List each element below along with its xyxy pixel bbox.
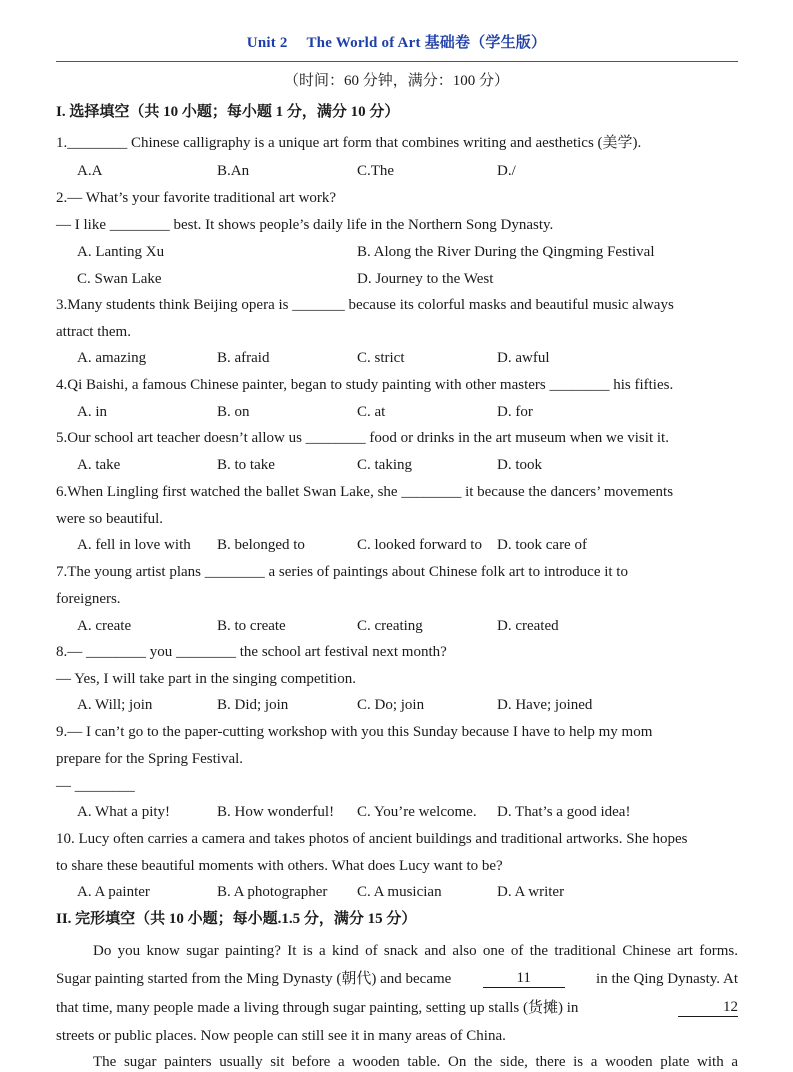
- passage-line-3-start: that time, many people made a living through sugar painting, setting up stalls (货摊) in: [56, 1000, 579, 1016]
- q7-option-b: B. to create: [217, 618, 286, 634]
- q7-option-c: C. creating: [357, 618, 423, 634]
- section-1-heading: I. 选择填空（共 10 小题；每小题 1 分，满分 10 分）: [56, 104, 400, 120]
- q5-option-d: D. took: [497, 457, 542, 473]
- section-2-heading: II. 完形填空（共 10 小题；每小题.1.5 分，满分 15 分）: [56, 911, 417, 927]
- passage-line-2-start: Sugar painting started from the Ming Dynasty (朝代) and became: [56, 971, 452, 987]
- blank-12: 12: [678, 999, 738, 1017]
- header-divider: [56, 61, 738, 62]
- q3-stem-2: attract them.: [56, 324, 131, 340]
- q7-option-a: A. create: [77, 618, 132, 634]
- q9-option-b: B. How wonderful!: [217, 804, 335, 820]
- q9-stem-3: — ________: [56, 778, 135, 794]
- q5-stem: 5.Our school art teacher doesn’t allow us ________ food or drinks in the art museum when we visit it.: [56, 430, 669, 446]
- q10-option-b: B. A photographer: [217, 884, 328, 900]
- q9-option-c: C. You’re welcome.: [357, 804, 477, 820]
- q7-stem-2: foreigners.: [56, 591, 121, 607]
- passage-line-1: Do you know sugar painting? It is a kind of snack and also one of the traditional Chinese art forms.: [93, 943, 738, 959]
- q9-option-a: A. What a pity!: [77, 804, 171, 820]
- q2-stem-2: — I like ________ best. It shows people’s daily life in the Northern Song Dynasty.: [56, 217, 554, 233]
- q10-option-d: D. A writer: [497, 884, 565, 900]
- q6-option-a: A. fell in love with: [77, 537, 191, 553]
- q3-option-b: B. afraid: [217, 350, 270, 366]
- q2-option-b: B. Along the River During the Qingming Festival: [357, 244, 655, 260]
- q1-option-a: A.A: [77, 163, 103, 179]
- q2-stem-1: 2.— What’s your favorite traditional art work?: [56, 190, 337, 206]
- q4-option-a: A. in: [77, 404, 107, 420]
- q1-option-d: D./: [497, 163, 516, 179]
- passage-line-4: streets or public places. Now people can still see it in many areas of China.: [56, 1028, 506, 1044]
- q4-stem: 4.Qi Baishi, a famous Chinese painter, began to study painting with other masters ________ his fifties.: [56, 377, 674, 393]
- passage-line-5: The sugar painters usually sit before a wooden table. On the side, there is a wooden plate with a: [93, 1054, 738, 1070]
- q8-option-c: C. Do; join: [357, 697, 425, 713]
- q2-option-c: C. Swan Lake: [77, 271, 162, 287]
- q3-option-d: D. awful: [497, 350, 550, 366]
- q4-option-c: C. at: [357, 404, 386, 420]
- passage-line-2: [56, 970, 738, 988]
- q6-option-c: C. looked forward to: [357, 537, 482, 553]
- q2-option-d: D. Journey to the West: [357, 271, 494, 287]
- q9-stem-2: prepare for the Spring Festival.: [56, 751, 244, 767]
- q6-stem-1: 6.When Lingling first watched the ballet Swan Lake, she ________ it because the dancers’ movements: [56, 484, 674, 500]
- q4-option-d: D. for: [497, 404, 533, 420]
- q8-stem-2: — Yes, I will take part in the singing competition.: [56, 671, 356, 687]
- q4-option-b: B. on: [217, 404, 250, 420]
- q7-option-d: D. created: [497, 618, 559, 634]
- q2-option-a: A. Lanting Xu: [77, 244, 165, 260]
- q5-option-b: B. to take: [217, 457, 275, 473]
- time-info: （时间：60 分钟，满分：100 分）: [283, 73, 509, 89]
- q10-option-a: A. A painter: [77, 884, 150, 900]
- q6-option-d: D. took care of: [497, 537, 587, 553]
- q10-option-c: C. A musician: [357, 884, 442, 900]
- q8-stem-1: 8.— ________ you ________ the school art festival next month?: [56, 644, 447, 660]
- passage-line-3: [56, 999, 738, 1017]
- q3-option-c: C. strict: [357, 350, 405, 366]
- q9-option-d: D. That’s a good idea!: [497, 804, 631, 820]
- q1-option-c: C.The: [357, 163, 395, 179]
- q10-stem-1: 10. Lucy often carries a camera and takes photos of ancient buildings and traditional artworks. She hopes: [56, 831, 688, 847]
- q3-option-a: A. amazing: [77, 350, 147, 366]
- q5-option-a: A. take: [77, 457, 121, 473]
- q8-option-a: A. Will; join: [77, 697, 153, 713]
- q1-stem: 1.________ Chinese calligraphy is a unique art form that combines writing and aesthetics (美学).: [56, 135, 642, 151]
- q10-stem-2: to share these beautiful moments with others. What does Lucy want to be?: [56, 858, 503, 874]
- q6-stem-2: were so beautiful.: [56, 511, 164, 527]
- q8-option-b: B. Did; join: [217, 697, 289, 713]
- document-title: Unit 2 The World of Art 基础卷（学生版）: [246, 35, 547, 51]
- q3-stem-1: 3.Many students think Beijing opera is _______ because its colorful masks and beautiful music always: [56, 297, 674, 313]
- passage-line-2-end: in the Qing Dynasty. At: [596, 971, 738, 987]
- q1-option-b: B.An: [217, 163, 250, 179]
- blank-11: 11: [483, 970, 565, 988]
- q5-option-c: C. taking: [357, 457, 412, 473]
- q9-stem-1: 9.— I can’t go to the paper-cutting workshop with you this Sunday because I have to help my mom: [56, 724, 653, 740]
- q6-option-b: B. belonged to: [217, 537, 305, 553]
- q8-option-d: D. Have; joined: [497, 697, 593, 713]
- q7-stem-1: 7.The young artist plans ________ a series of paintings about Chinese folk art to introduce it to: [56, 564, 628, 580]
